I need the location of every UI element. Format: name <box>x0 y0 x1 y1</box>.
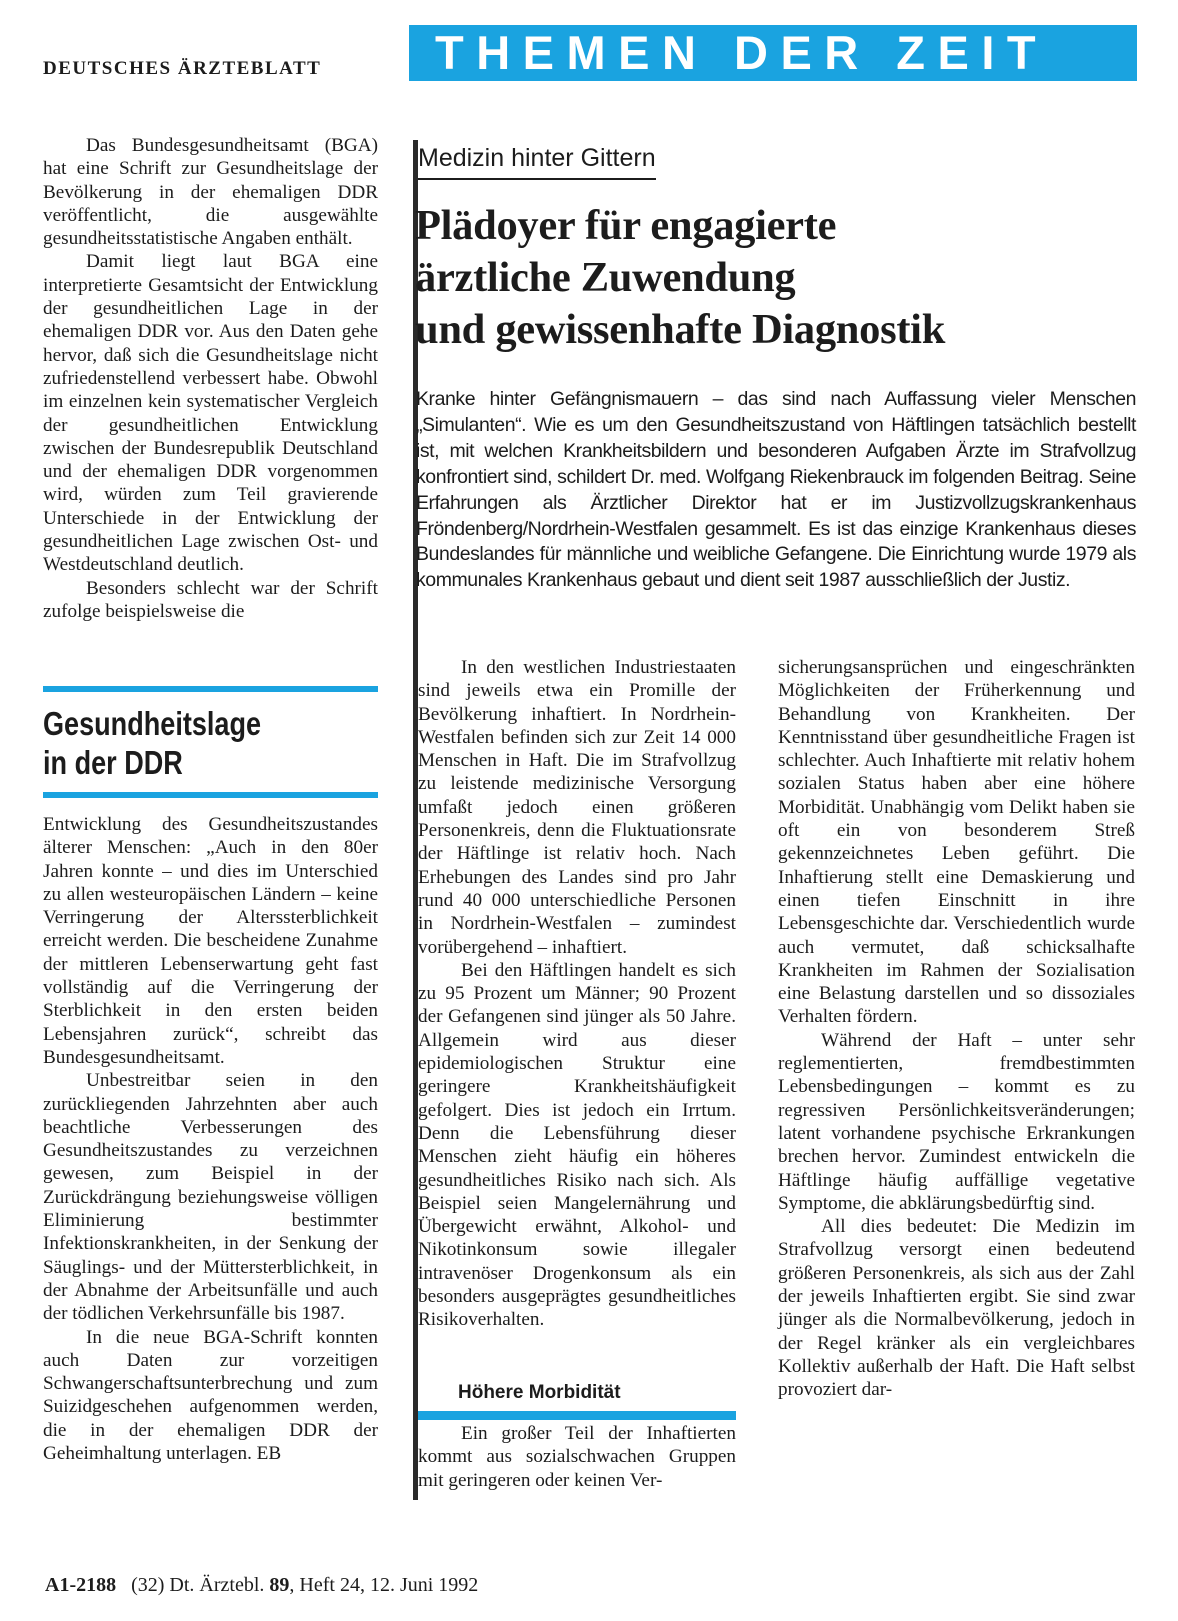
subheading-rule <box>418 1411 736 1420</box>
article-paragraph: Bei den Häftlingen handelt es sich zu 95 Prozent um Männer; 90 Prozent der Gefangenen sind jünger als 50 Jahre. Allgemein wird aus dieser epidemiologischen Struktur eine geringere Krankheitshäufigkeit gefolgert. Dies ist jedoch ein Irrtum. Denn die Lebensführung dieser Menschen zieht häufig ein höheres gesundheitliches Risiko nach sich. Als Beispiel seien Mangelernährung und Übergewicht erwähnt, Alkohol- und Nikotinkonsum sowie illegaler intravenöser Drogenkonsum als ein besonders ausgeprägtes gesundheitliches Risikoverhalten. <box>418 959 736 1331</box>
sidebar-paragraph: Unbestreitbar seien in den zurückliegenden Jahrzehnten aber auch beachtliche Verbesserungen des Gesundheitszustandes zu verzeichnen gewesen, zum Beispiel in der Zurückdrängung beziehungsweise völligen Eliminierung bestimmter Infektionskrankheiten, in der Senkung der Säuglings- und der Müttersterblichkeit, in der Abnahme der Arbeitsunfälle und auch der tödlichen Verkehrsunfälle bis 1987. <box>43 1070 378 1325</box>
sidebar-body <box>43 813 378 1465</box>
journal-masthead: DEUTSCHES ÄRZTEBLATT <box>43 58 322 79</box>
sidebar-paragraph: Besonders schlecht war der Schrift zufolge beispielsweise die <box>43 577 378 622</box>
article-column-1-continued <box>418 1422 736 1492</box>
article-lead: Kranke hinter Gefängnismauern – das sind nach Auffassung vieler Menschen „Simulanten“. Wie es um den Gesundheitszustand von Häftlingen tatsächlich bestellt ist, mit welchen Krankheitsbildern und besonderen Aufgaben Ärzte im Strafvollzug konfrontiert sind, schildert Dr. med. Wolfgang Riekenbrauck im folgenden Beitrag. Seine Erfahrungen als Ärztlicher Direktor hat er im Justizvollzugskrankenhaus Fröndenberg/Nordrhein-Westfalen gesammelt. Es ist das einzige Krankenhaus dieses Bundeslandes für männliche und weibliche Gefangene. Die Einrichtung wurde 1979 als kommunales Krankenhaus gebaut und dient seit 1987 ausschließlich der Justiz. <box>416 388 1136 592</box>
sidebar-heading <box>43 704 261 782</box>
sidebar-heading-line: in der DDR <box>43 744 183 781</box>
section-banner: THEMEN DER ZEIT <box>409 25 1137 81</box>
article-paragraph: Während der Haft – unter sehr reglementierten, fremdbestimmten Lebensbedingungen – kommt es zu regressiven Persönlichkeitsveränderungen; latent vorhandene psychische Erkrankungen brechen hervor. Zumindest entwickeln die Häftlinge häufig auffällige vegetative Symptome, die abklärungsbedürftig sind. <box>778 1029 1135 1214</box>
article-paragraph: In den westlichen Industriestaaten sind jeweils etwa ein Promille der Bevölkerung inhaftiert. In Nordrhein-Westfalen befinden sich zur Zeit 14 000 Menschen in Haft. Die im Strafvollzug zu leistende medizinische Versorgung umfaßt jedoch einen größeren Personenkreis, denn die Fluktuationsrate der Häftlinge ist relativ hoch. Nach Erhebungen des Landes sind pro Jahr rund 40 000 unterschiedliche Personen in Nordrhein-Westfalen – zumindest vorübergehend – inhaftiert. <box>418 657 736 958</box>
citation-suffix: , Heft 24, 12. Juni 1992 <box>289 1574 479 1596</box>
sidebar-intro <box>43 134 378 623</box>
sidebar-paragraph: Das Bundesgesundheitsamt (BGA) hat eine Schrift zur Gesundheitslage der Bevölkerung in der ehemaligen DDR veröffentlicht, die ausgewählte gesundheitsstatistische Angaben enthält. <box>43 135 378 250</box>
sidebar-paragraph: Damit liegt laut BGA eine interpretierte Gesamtsicht der Entwicklung der gesundheitlichen Lage in der ehemaligen DDR vor. Aus den Daten gehe hervor, daß sich die Gesundheitslage nicht zufriedenstellend verbessert habe. Obwohl im einzelnen kein systematischer Vergleich der gesundheitlichen Entwicklung zwischen der Bundesrepublik Deutschland und der ehemaligen DDR vorgenommen wird, würden zum Teil gravierende Unterschiede in der Entwicklung der gesundheitlichen Lage zwischen Ost- und Westdeutschland deutlich. <box>43 251 378 576</box>
article-paragraph: All dies bedeutet: Die Medizin im Strafvollzug versorgt einen bedeutend größeren Personenkreis, als sich aus der Zahl der jeweils Inhaftierten ergibt. Sie sind zwar jünger als die Normalbevölkerung, jedoch in der Regel kränker als ein vergleichbares Kollektiv außerhalb der Haft. Die Haft selbst provoziert dar- <box>778 1216 1135 1401</box>
article-column-1 <box>418 656 736 1332</box>
volume-number: 89 <box>269 1574 290 1596</box>
sidebar-paragraph: In die neue BGA-Schrift konnten auch Daten zur vorzeitigen Schwangerschaftsunterbrechung und zum Suizidgeschehen aufgenommen werden, die in der ehemaligen DDR der Geheimhaltung unterlagen. EB <box>43 1326 378 1465</box>
page-code: A1-2188 <box>45 1574 117 1596</box>
article-paragraph: Ein großer Teil der Inhaftierten kommt aus sozialschwachen Gruppen mit geringeren oder keinen Ver- <box>418 1423 736 1491</box>
article-paragraph: sicherungsansprüchen und eingeschränkten Möglichkeiten der Früherkennung und Behandlung von Krankheiten. Der Kenntnisstand über gesundheitliche Fragen ist schlechter. Auch Inhaftierte mit relativ hohem sozialen Status haben aber eine höhere Morbidität. Unabhängig vom Delikt haben sie oft ein von besonderem Streß gekennzeichnetes Leben geführt. Die Inhaftierung stellt eine Demaskierung und einen tiefen Einschnitt in ihre Lebensgeschichte dar. Verschiedentlich wurde auch vermutet, daß schicksalhafte Krankheiten im Rahmen der Sozialisation eine Belastung darstellen und so dissoziales Verhalten fördern. <box>778 657 1135 1028</box>
article-column-2 <box>778 656 1135 1402</box>
title-line: und gewissenhafte Diagnostik <box>415 306 946 353</box>
sidebar-bottom-rule <box>43 792 378 798</box>
article-subheading: Höhere Morbidität <box>458 1382 621 1403</box>
page-footer <box>45 1574 478 1597</box>
sidebar-top-rule <box>43 686 378 692</box>
title-line: ärztliche Zuwendung <box>415 254 796 301</box>
article-title <box>415 200 1135 356</box>
sidebar-paragraph: Entwicklung des Gesundheitszustandes älterer Menschen: „Auch in den 80er Jahren konnte – und dies im Unterschied zu allen westeuropäischen Ländern – keine Verringerung der Alterssterblichkeit erreicht werden. Die bescheidene Zunahme der mittleren Lebenserwartung geht fast vollständig auf die Verringerung der Sterblichkeit in den ersten beiden Lebensjahren zurück“, schreibt das Bundesgesundheitsamt. <box>43 814 378 1068</box>
title-line: Plädoyer für engagierte <box>415 202 837 249</box>
article-kicker: Medizin hinter Gittern <box>418 142 656 180</box>
sidebar-heading-line: Gesundheitslage <box>43 705 262 742</box>
citation-prefix: (32) Dt. Ärztebl. <box>131 1574 265 1596</box>
